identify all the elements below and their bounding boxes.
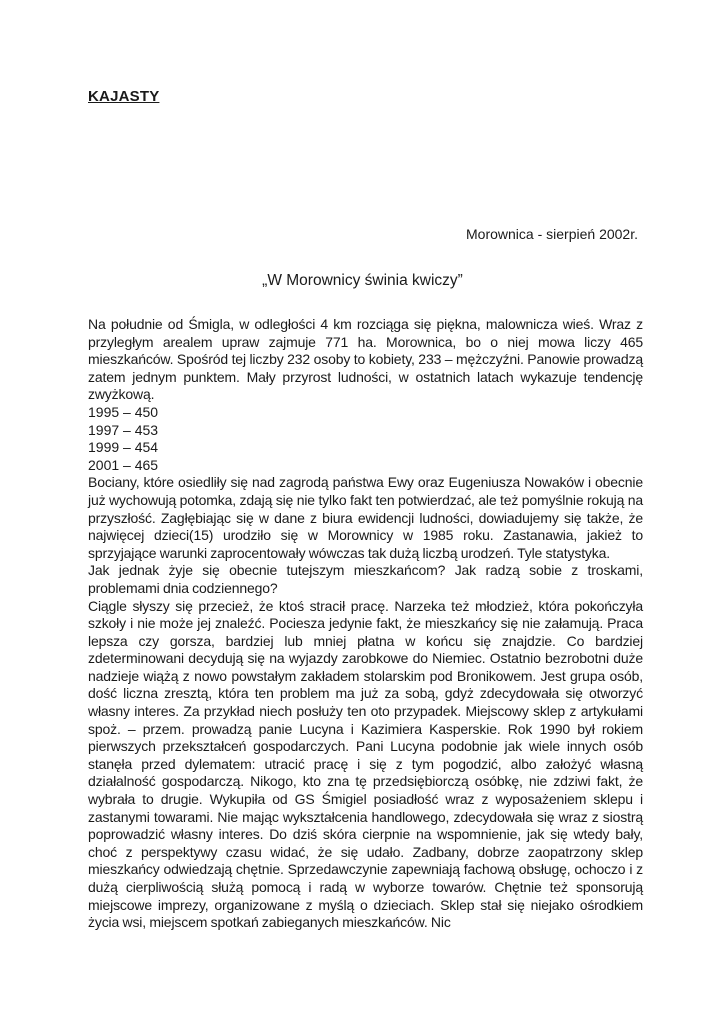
population-stat-row: 2001 – 465 <box>88 456 159 473</box>
population-stat-row: 1999 – 454 <box>88 439 159 456</box>
main-paragraph: Ciągle słyszy się przecież, że ktoś stracił pracę. Narzeka też młodzież, która pokończyła szkoły i nie może jej znaleźć. Pociesza jedynie fakt, że mieszkańcy się nie załamują. Praca lepsza czy gorsza, bardziej lub mniej płatna w końcu się znajdzie. Co bardziej zdeterminowani decydują się na wyjazdy zarobkowe do Niemiec. Ostatnio bezrobotni duże nadzieje wiążą z nowo powstałym zakładem stolarskim pod Bronikowem. Jest grupa osób, dość liczna zresztą, która ten problem ma już za sobą, gdyż zdecydowała się otworzyć własny interes. Za przykład niech posłuży ten oto przypadek. Miejscowy sklep z artykułami spoż. – przem. prowadzą panie Lucyna i Kazimiera Kasperskie. Rok 1990 był rokiem pierwszych przekształceń gospodarczych. Pani Lucyna podobnie jak wiele innych osób stanęła przed dylematem: utracić pracę i się z tym pogodzić, albo założyć własną działalność gospodarczą. Nikogo, kto zna tę przedsiębiorczą osóbkę, nie zdziwi fakt, że wybrała to drugie. Wykupiła od GS Śmigiel posiadłość wraz z wyposażeniem sklepu i zastanymi towarami. Nie mając wykształcenia handlowego, zdecydowała się wraz z siostrą poprowadzić własny interes. Do dziś skóra cierpnie na wspomnienie, jak się wtedy bały, choć z perspektywy czasu widać, że się udało. Zadbany, dobrze zaopatrzony sklep mieszkańcy odwiedzają chętnie. Sprzedawczynie zapewniają fachową obsługę, ochoczo i z dużą cierpliwością służą pomocą i radą w wyborze towarów. Chętnie też sponsorują miejscowe imprezy, organizowane z myślą o dzieciach. Sklep stał się niejako ośrodkiem życia wsi, miejscem spotkań zabieganych mieszkańców. Nic <box>88 597 643 931</box>
storks-paragraph: Bociany, które osiedliły się nad zagrodą państwa Ewy oraz Eugeniusza Nowaków i obecnie już wychowują potomka, zdają się nie tylko fakt ten potwierdzać, ale też pomyślnie rokują na przyszłość. Zagłębiając się w dane z biura ewidencji ludności, dowiadujemy się także, że najwięcej dzieci(15) urodziło się w Morownicy w 1985 roku. Zastanawia, jakież to sprzyjające warunki zaprocentowały wówczas tak dużą liczbą urodzeń. Tyle statystyka. <box>88 474 643 561</box>
article-body <box>88 316 643 932</box>
intro-paragraph: Na południe od Śmigla, w odległości 4 km rozciąga się piękna, malownicza wieś. Wraz z przyległym arealem upraw zajmuje 771 ha. Morownica, bo o niej mowa liczy 465 mieszkańców. Spośród tej liczby 232 osoby to kobiety, 233 – mężczyźni. Panowie prowadzą zatem jednym punktem. Mały przyrost ludności, w ostatnich latach wykazuje tendencję zwyżkową. <box>88 316 643 403</box>
dateline: Morownica - sierpień 2002r. <box>466 226 638 242</box>
article-title: „W Morownicy świnia kwiczy” <box>262 272 463 289</box>
question-paragraph: Jak jednak żyje się obecnie tutejszym mieszkańcom? Jak radzą sobie z troskami, problemami dnia codziennego? <box>88 562 643 596</box>
document-heading: KAJASTY <box>88 88 160 105</box>
population-stats <box>88 404 643 474</box>
population-stat-row: 1995 – 450 <box>88 403 159 420</box>
population-stat-row: 1997 – 453 <box>88 421 159 438</box>
